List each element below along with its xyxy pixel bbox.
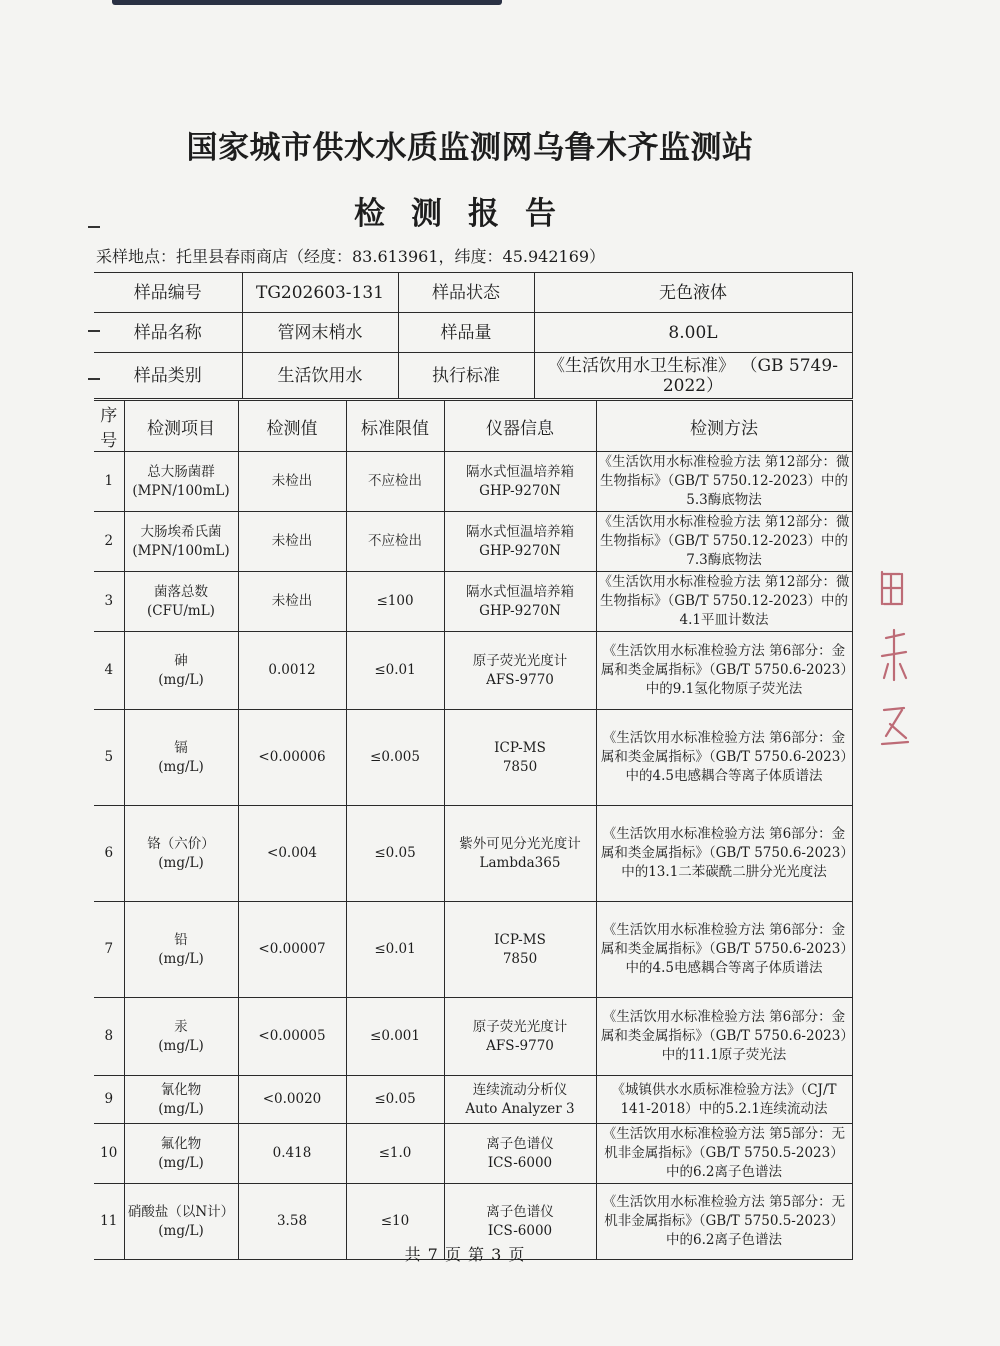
instrument-info [444, 1124, 596, 1184]
standard-code: （GB 5749-2022） [662, 355, 838, 396]
instrument-name: 离子色谱仪 [486, 1203, 554, 1220]
sample-id-label: 样品编号 [94, 273, 242, 313]
standard-limit: ≤0.01 [346, 632, 444, 710]
instrument-model: 7850 [502, 758, 538, 775]
sample-id-value: TG202603-131 [242, 273, 398, 313]
test-value: 0.0012 [238, 632, 346, 710]
test-value: 3.58 [238, 1184, 346, 1260]
test-item-unit: (mg/L) [158, 671, 204, 688]
results-header-row [94, 401, 852, 452]
test-item-unit: (MPN/100mL) [132, 542, 230, 559]
test-value: <0.00005 [238, 998, 346, 1076]
test-item-name: 总大肠菌群 [147, 463, 215, 480]
standard-limit: ≤0.05 [346, 1076, 444, 1124]
test-method: 《城镇供水水质标准检验方法》（CJ/T 141-2018）中的5.2.1连续流动法 [596, 1076, 852, 1124]
instrument-name: 紫外可见分光光度计 [459, 835, 581, 852]
test-method: 《生活饮用水标准检验方法 第6部分：金属和类金属指标》（GB/T 5750.6-2023）中的9.1氢化物原子荧光法 [596, 632, 852, 710]
report-title: 国家城市供水水质监测网乌鲁木齐监测站 [186, 130, 754, 166]
standard-limit: ≤0.01 [346, 902, 444, 998]
sample-category-value: 生活饮用水 [242, 353, 398, 399]
test-item-name: 砷 [174, 652, 188, 669]
test-item-unit: (mg/L) [158, 854, 204, 871]
test-item-unit: (mg/L) [158, 1037, 204, 1054]
instrument-model: AFS-9770 [486, 671, 554, 688]
results-table [94, 400, 853, 1260]
row-number: 11 [94, 1184, 124, 1260]
row-number: 4 [94, 632, 124, 710]
instrument-name: ICP-MS [494, 931, 546, 948]
row-number: 10 [94, 1124, 124, 1184]
test-item-unit: (mg/L) [158, 1154, 204, 1171]
page-number: 共 7 页 第 3 页 [404, 1245, 526, 1264]
sample-name-label: 样品名称 [94, 313, 242, 353]
standard-limit: ≤10 [346, 1184, 444, 1260]
test-item-unit: (mg/L) [158, 1222, 204, 1239]
sample-info-table [94, 272, 853, 399]
standard-limit: ≤0.05 [346, 806, 444, 902]
col-header-no: 序号 [94, 401, 124, 452]
test-item [124, 1124, 238, 1184]
sample-state-value: 无色液体 [534, 273, 852, 313]
test-method: 《生活饮用水标准检验方法 第6部分：金属和类金属指标》（GB/T 5750.6-2023）中的13.1二苯碳酰二肼分光光度法 [596, 806, 852, 902]
info-row [94, 313, 852, 353]
row-number: 8 [94, 998, 124, 1076]
instrument-info [444, 710, 596, 806]
test-item [124, 452, 238, 512]
result-row [94, 1124, 852, 1184]
instrument-name: ICP-MS [494, 739, 546, 756]
test-item [124, 512, 238, 572]
standard-limit: ≤0.005 [346, 710, 444, 806]
test-item-name: 镉 [174, 739, 188, 756]
row-number: 1 [94, 452, 124, 512]
test-method: 《生活饮用水标准检验方法 第12部分：微生物指标》（GB/T 5750.12-2023）中的4.1平皿计数法 [596, 572, 852, 632]
instrument-info [444, 452, 596, 512]
row-number: 5 [94, 710, 124, 806]
report-subtitle: 检测报告 [354, 196, 582, 232]
instrument-info [444, 572, 596, 632]
test-item-unit: (mg/L) [158, 758, 204, 775]
col-header-instrument: 仪器信息 [444, 401, 596, 452]
result-row [94, 452, 852, 512]
sample-state-label: 样品状态 [398, 273, 534, 313]
standard-value [534, 353, 852, 399]
sample-amount-label: 样品量 [398, 313, 534, 353]
test-value: 未检出 [238, 452, 346, 512]
instrument-info [444, 902, 596, 998]
test-item-name: 氟化物 [160, 1135, 202, 1152]
instrument-model: Lambda365 [479, 854, 561, 871]
instrument-name: 隔水式恒温培养箱 [466, 583, 574, 600]
instrument-info [444, 632, 596, 710]
sample-amount-value: 8.00L [534, 313, 852, 353]
standard-limit: 不应检出 [346, 452, 444, 512]
info-row [94, 273, 852, 313]
test-item [124, 572, 238, 632]
standard-limit: 不应检出 [346, 512, 444, 572]
row-number: 3 [94, 572, 124, 632]
col-header-item: 检测项目 [124, 401, 238, 452]
test-item-name: 菌落总数 [154, 583, 208, 600]
test-item [124, 632, 238, 710]
instrument-name: 原子荧光光度计 [472, 652, 568, 669]
result-row [94, 902, 852, 998]
standard-limit: ≤0.001 [346, 998, 444, 1076]
test-method: 《生活饮用水标准检验方法 第5部分：无机非金属指标》（GB/T 5750.5-2023）中的6.2离子色谱法 [596, 1184, 852, 1260]
test-item-unit: (mg/L) [158, 1100, 204, 1117]
red-stamp-fragment [872, 560, 917, 760]
test-item [124, 1076, 238, 1124]
sample-category-label: 样品类别 [94, 353, 242, 399]
instrument-model: ICS-6000 [487, 1222, 553, 1239]
result-row [94, 1076, 852, 1124]
test-method: 《生活饮用水标准检验方法 第6部分：金属和类金属指标》（GB/T 5750.6-2023）中的11.1原子荧光法 [596, 998, 852, 1076]
test-item-name: 汞 [174, 1018, 188, 1035]
test-value: <0.0020 [238, 1076, 346, 1124]
test-value: 未检出 [238, 512, 346, 572]
test-item-unit: (MPN/100mL) [132, 482, 230, 499]
test-item-unit: (mg/L) [158, 950, 204, 967]
instrument-model: AFS-9770 [486, 1037, 554, 1054]
standard-limit: ≤100 [346, 572, 444, 632]
test-item [124, 806, 238, 902]
row-number: 7 [94, 902, 124, 998]
col-header-value: 检测值 [238, 401, 346, 452]
instrument-name: 隔水式恒温培养箱 [466, 463, 574, 480]
standard-limit: ≤1.0 [346, 1124, 444, 1184]
standard-label: 执行标准 [398, 353, 534, 399]
result-row [94, 806, 852, 902]
col-header-method: 检测方法 [596, 401, 852, 452]
result-row [94, 998, 852, 1076]
test-item [124, 710, 238, 806]
instrument-name: 原子荧光光度计 [472, 1018, 568, 1035]
test-item-unit: (CFU/mL) [147, 602, 215, 619]
test-item [124, 902, 238, 998]
test-method: 《生活饮用水标准检验方法 第5部分：无机非金属指标》（GB/T 5750.5-2023）中的6.2离子色谱法 [596, 1124, 852, 1184]
instrument-model: GHP-9270N [479, 602, 561, 619]
test-method: 《生活饮用水标准检验方法 第12部分：微生物指标》（GB/T 5750.12-2023）中的7.3酶底物法 [596, 512, 852, 572]
test-value: <0.00007 [238, 902, 346, 998]
test-value: 0.418 [238, 1124, 346, 1184]
test-method: 《生活饮用水标准检验方法 第6部分：金属和类金属指标》（GB/T 5750.6-2023）中的4.5电感耦合等离子体质谱法 [596, 902, 852, 998]
instrument-model: ICS-6000 [487, 1154, 553, 1171]
standard-name: 《生活饮用水卫生标准》 [548, 355, 736, 376]
test-item-name: 铅 [174, 931, 188, 948]
instrument-model: Auto Analyzer 3 [465, 1100, 575, 1117]
test-value: 未检出 [238, 572, 346, 632]
instrument-model: GHP-9270N [479, 482, 561, 499]
instrument-info [444, 998, 596, 1076]
col-header-limit: 标准限值 [346, 401, 444, 452]
result-row [94, 572, 852, 632]
test-item-name: 大肠埃希氏菌 [140, 523, 222, 540]
instrument-name: 隔水式恒温培养箱 [466, 523, 574, 540]
test-item-name: 铬（六价） [147, 835, 215, 852]
info-row [94, 353, 852, 399]
instrument-model: 7850 [502, 950, 538, 967]
instrument-model: GHP-9270N [479, 542, 561, 559]
instrument-info [444, 512, 596, 572]
result-row [94, 632, 852, 710]
margin-mark [88, 226, 100, 228]
result-row [94, 710, 852, 806]
sample-name-value: 管网末梢水 [242, 313, 398, 353]
test-item-name: 氰化物 [160, 1081, 202, 1098]
sampling-location: 采样地点：托里县春雨商店（经度：83.613961，纬度：45.942169） [96, 247, 606, 266]
test-value: <0.004 [238, 806, 346, 902]
instrument-info [444, 1076, 596, 1124]
test-item [124, 998, 238, 1076]
test-item-name: 硝酸盐（以N计） [127, 1203, 235, 1220]
instrument-info [444, 806, 596, 902]
test-method: 《生活饮用水标准检验方法 第12部分：微生物指标》（GB/T 5750.12-2023）中的5.3酶底物法 [596, 452, 852, 512]
scan-edge-bar [112, 0, 502, 5]
instrument-name: 连续流动分析仪 [472, 1081, 568, 1098]
instrument-name: 离子色谱仪 [486, 1135, 554, 1152]
test-value: <0.00006 [238, 710, 346, 806]
row-number: 9 [94, 1076, 124, 1124]
test-method: 《生活饮用水标准检验方法 第6部分：金属和类金属指标》（GB/T 5750.6-2023）中的4.5电感耦合等离子体质谱法 [596, 710, 852, 806]
row-number: 6 [94, 806, 124, 902]
result-row [94, 512, 852, 572]
row-number: 2 [94, 512, 124, 572]
